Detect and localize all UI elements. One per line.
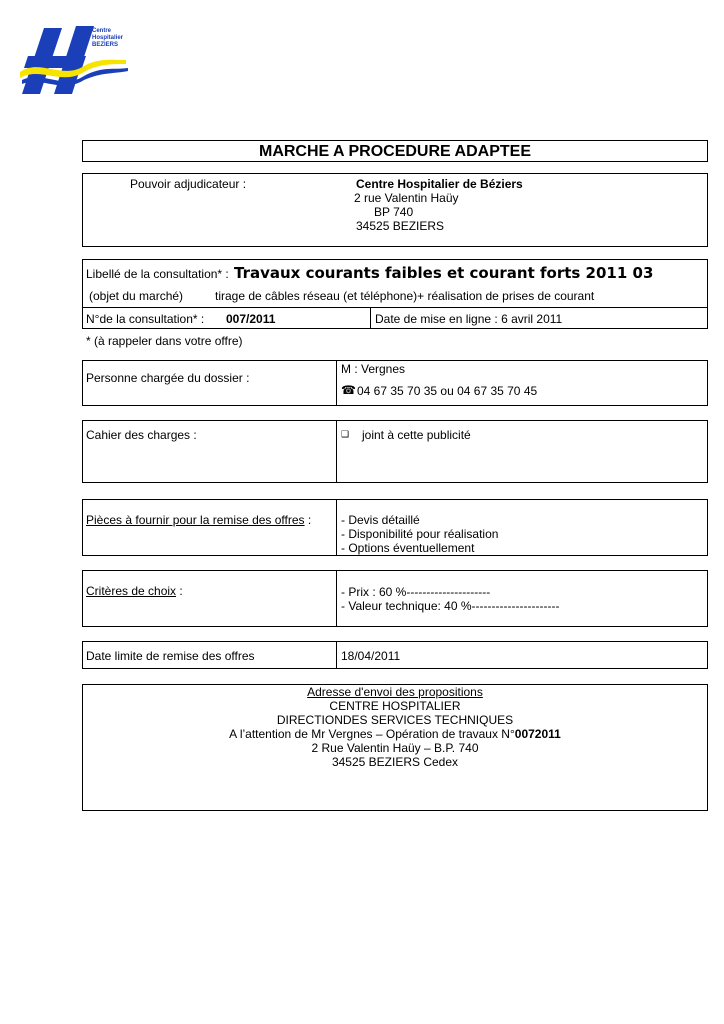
contact-phone: 04 67 35 70 35 ou 04 67 35 70 45 (357, 384, 538, 398)
logo-text-3: BEZIERS (92, 42, 119, 48)
contact-label: Personne chargée du dossier : (86, 371, 250, 385)
authority-name: Centre Hospitalier de Béziers (356, 177, 523, 191)
pieces-item-3: - Options éventuellement (341, 541, 475, 555)
date-limite-value: 18/04/2011 (341, 649, 401, 663)
hospital-logo (18, 20, 133, 98)
checkbox-icon: ❑ (341, 430, 350, 440)
date-mise-en-ligne: Date de mise en ligne : 6 avril 2011 (375, 312, 563, 326)
contact-col-divider (336, 360, 337, 406)
logo-text-1: Centre (92, 28, 112, 34)
numero-value: 007/2011 (226, 312, 276, 326)
authority-label: Pouvoir adjudicateur : (130, 177, 247, 191)
pieces-label-wrap (86, 513, 311, 527)
criteres-label-suffix: : (176, 584, 183, 598)
criteres-item-1: - Prix : 60 %--------------------- (341, 585, 491, 599)
date-limite-label: Date limite de remise des offres (86, 649, 255, 663)
objet-label: (objet du marché) (89, 289, 184, 303)
adresse-line-3-prefix: A l’attention de Mr Vergnes – Opération de travaux N° (229, 727, 515, 741)
authority-address-3: 34525 BEZIERS (356, 219, 445, 233)
consultation-divider (82, 307, 708, 308)
cahier-col-divider (336, 420, 337, 483)
adresse-heading: Adresse d'envoi des propositions (307, 685, 483, 699)
adresse-line-3-number: 0072011 (514, 727, 561, 741)
criteres-label: Critères de choix (86, 584, 177, 598)
criteres-label-wrap (86, 584, 183, 598)
adresse-line-4: 2 Rue Valentin Haüy – B.P. 740 (311, 741, 479, 755)
pieces-item-2: - Disponibilité pour réalisation (341, 527, 499, 541)
numero-label: N°de la consultation* : (86, 312, 205, 326)
logo-text-2: Hospitalier (92, 35, 124, 41)
page-title: MARCHE A PROCEDURE ADAPTEE (258, 143, 531, 160)
consultation-note: * (à rappeler dans votre offre) (86, 334, 243, 348)
adresse-line-2: DIRECTIONDES SERVICES TECHNIQUES (276, 713, 514, 727)
adresse-line-1: CENTRE HOSPITALIER (329, 699, 461, 713)
adresse-line-3 (82, 727, 708, 741)
libelle-value: Travaux courants faibles et courant forts 2011 03 (234, 264, 654, 282)
pieces-label-suffix: : (304, 513, 312, 527)
cahier-label: Cahier des charges : (86, 428, 197, 442)
authority-address-2: BP 740 (374, 205, 414, 219)
criteres-item-2: - Valeur technique: 40 %---------------------- (341, 599, 560, 613)
criteres-col-divider (336, 570, 337, 627)
date-limite-col-divider (336, 641, 337, 669)
authority-address-1: 2 rue Valentin Haüy (354, 191, 459, 205)
pieces-item-1: - Devis détaillé (341, 513, 420, 527)
hospital-logo-icon (18, 20, 133, 98)
phone-icon: ☎ (341, 383, 356, 397)
pieces-col-divider (336, 499, 337, 556)
contact-name: M : Vergnes (341, 362, 406, 376)
pieces-label: Pièces à fournir pour la remise des offres (86, 513, 305, 527)
objet-value: tirage de câbles réseau (et téléphone)+ réalisation de prises de courant (215, 289, 595, 303)
consultation-col-divider (370, 307, 371, 329)
adresse-line-5: 34525 BEZIERS Cedex (331, 755, 459, 769)
libelle-label: Libellé de la consultation* : (86, 267, 229, 281)
cahier-value: joint à cette publicité (362, 428, 471, 442)
